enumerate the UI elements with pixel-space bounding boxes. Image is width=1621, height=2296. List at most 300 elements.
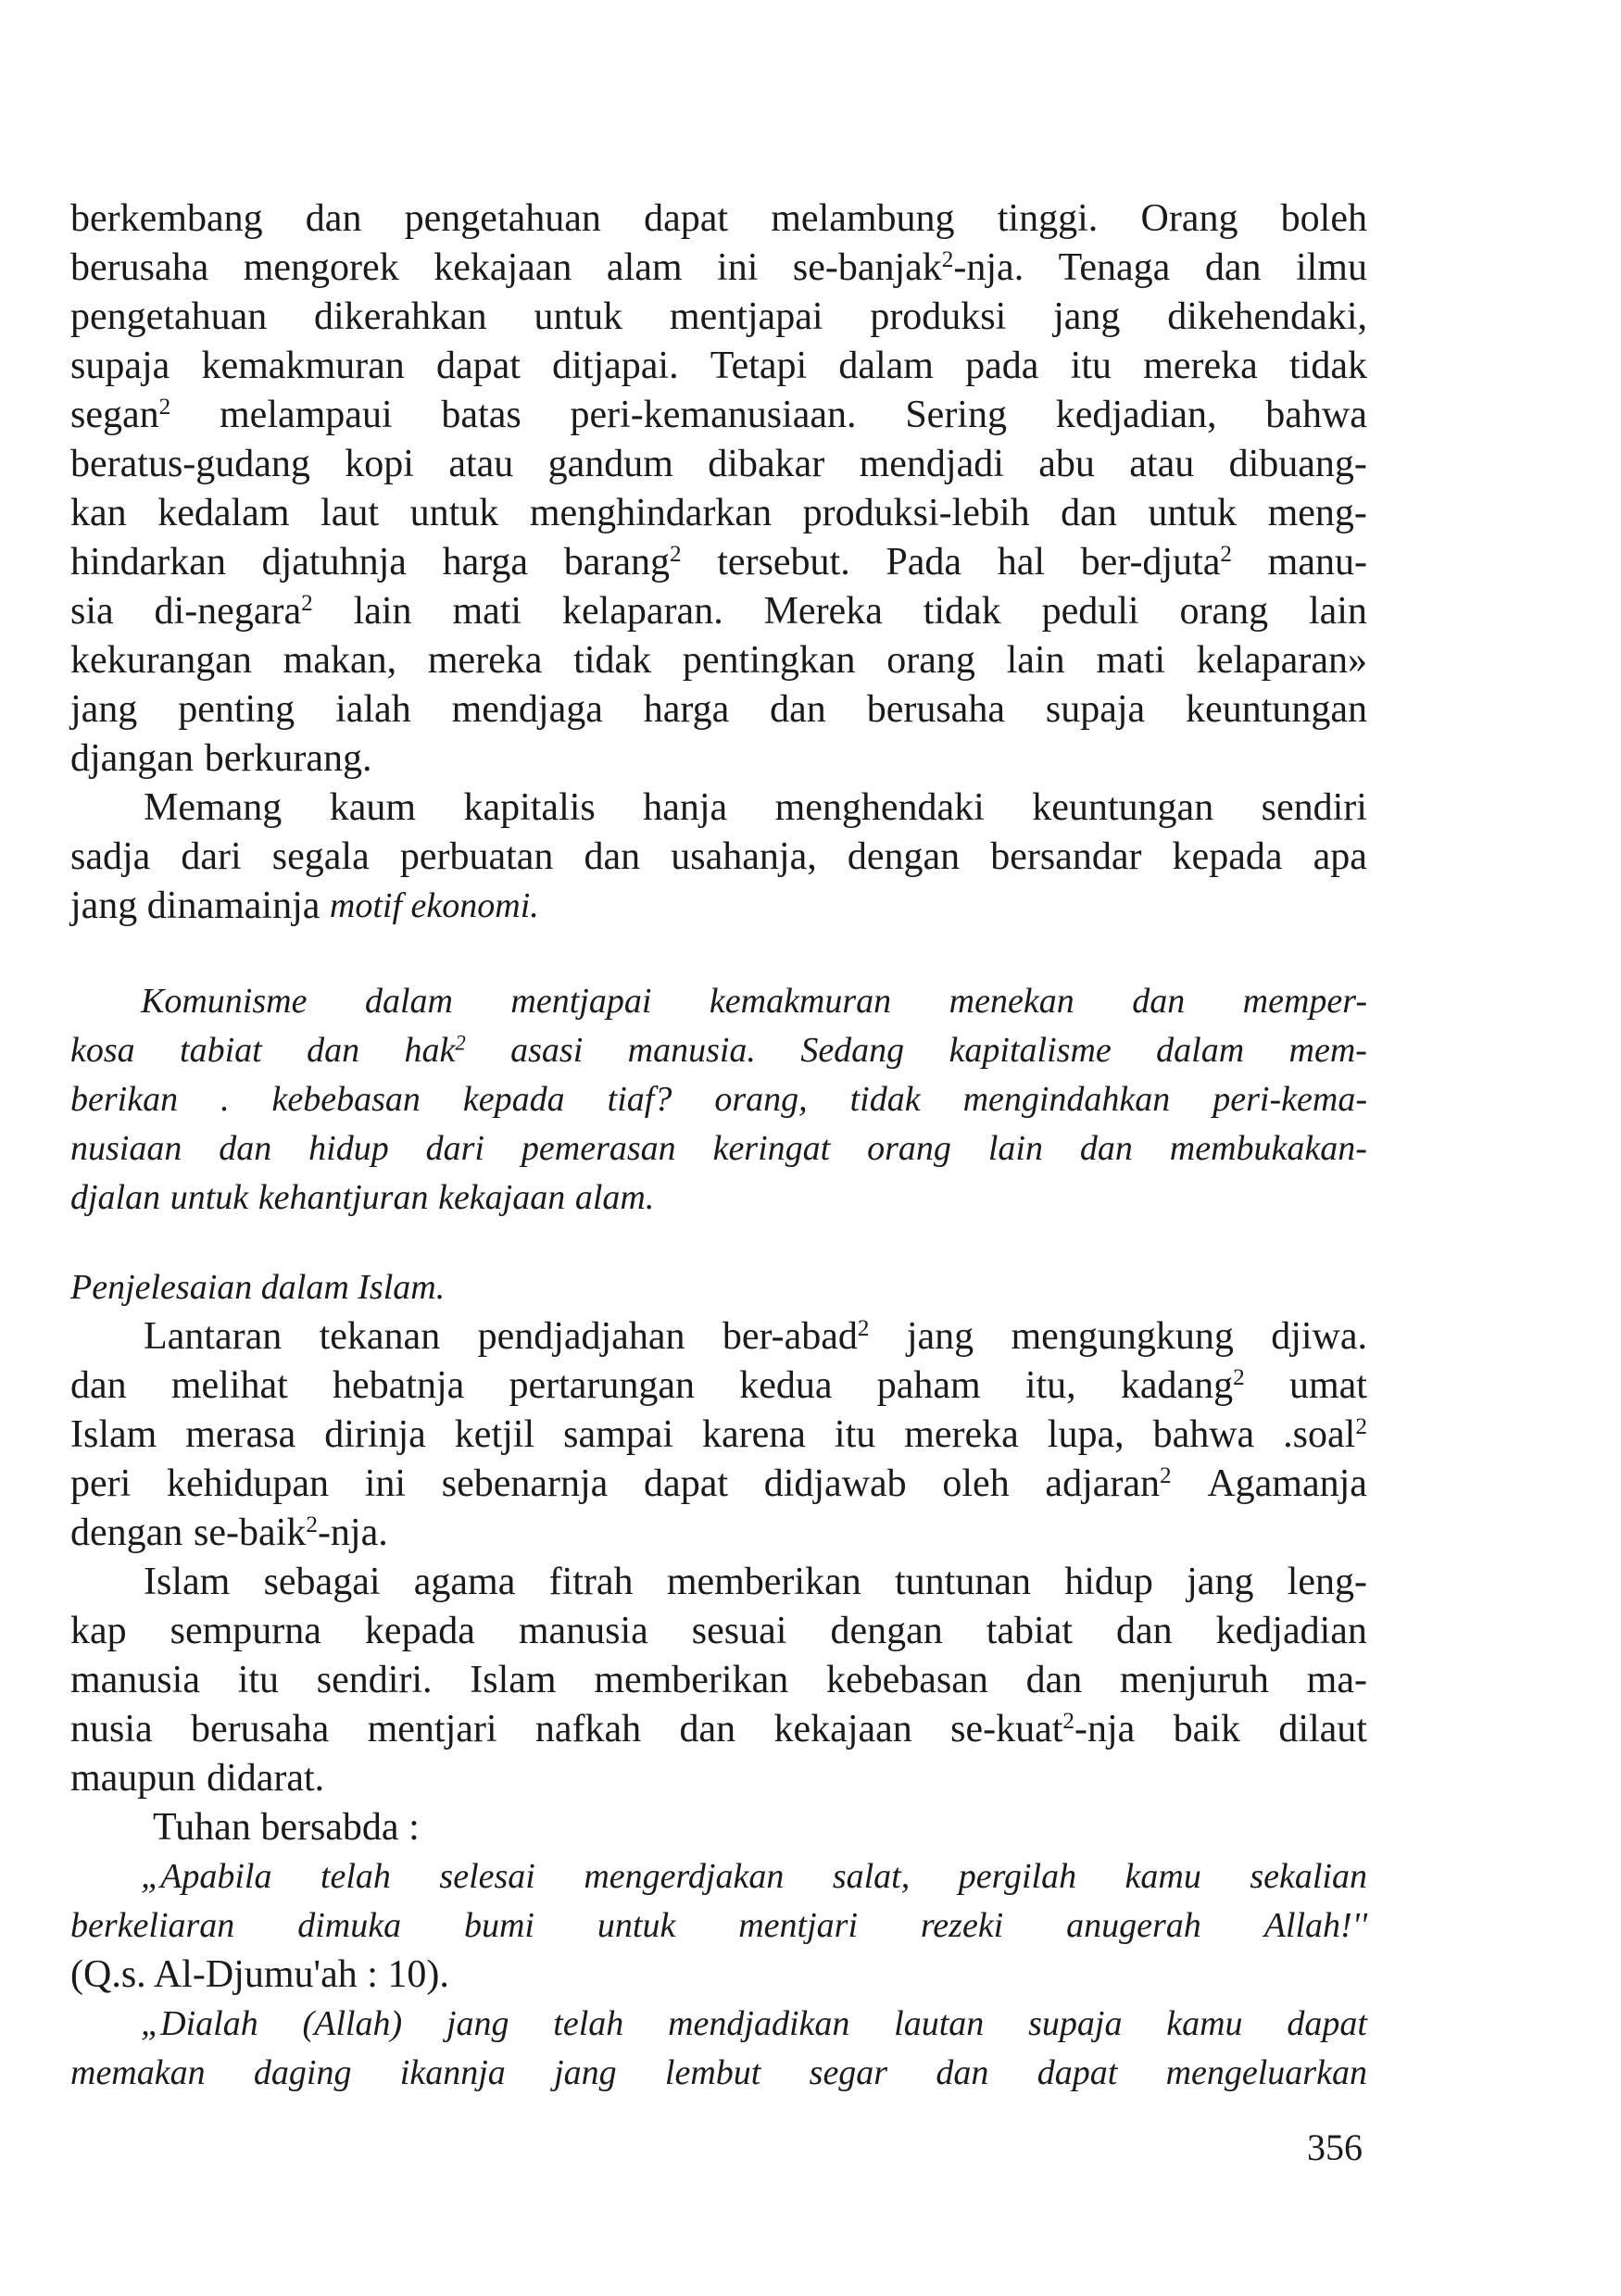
- text-line: [70, 1026, 1367, 1075]
- word: kemakmuran: [709, 982, 892, 1021]
- word: tidak: [1289, 345, 1367, 387]
- word: tersebut.: [717, 541, 850, 583]
- word: melampaui: [220, 394, 393, 436]
- word: lain: [1006, 639, 1065, 682]
- word: jang: [446, 2004, 509, 2043]
- word: salat,: [832, 1857, 911, 1896]
- word: dikehendaki,: [1167, 295, 1367, 338]
- text-line: [70, 1411, 1367, 1460]
- word: tidak: [849, 1080, 921, 1119]
- paragraph-2: [70, 784, 1367, 931]
- text-segment: jang dinamainja: [70, 885, 320, 927]
- word: dan: [1061, 492, 1117, 534]
- word: menekan: [949, 982, 1074, 1021]
- word: jang: [906, 1315, 974, 1358]
- word: ma-: [1306, 1659, 1367, 1701]
- text-line: [70, 1173, 1367, 1223]
- text-line: [70, 440, 1367, 489]
- word: kekajaan: [438, 1178, 566, 1217]
- word: produksi: [870, 295, 1007, 338]
- word: alam.: [574, 1178, 655, 1217]
- word: kan: [70, 492, 127, 534]
- word: kamu: [1125, 1857, 1201, 1896]
- word: dan: [1025, 1659, 1083, 1701]
- word: berkurang.: [204, 737, 372, 780]
- quote-2: [70, 2000, 1367, 2098]
- word: keringat: [712, 1129, 831, 1168]
- word: lain: [353, 590, 412, 633]
- word: alam: [606, 246, 683, 289]
- word: Tetapi: [710, 345, 808, 387]
- word: supaja: [1045, 688, 1146, 731]
- word: harga: [643, 688, 730, 731]
- word: ini: [364, 1462, 407, 1505]
- word: supaja: [1028, 2004, 1123, 2043]
- word: „Dialah: [141, 2004, 258, 2043]
- word: produksi-lebih: [802, 492, 1030, 534]
- text-line: [70, 833, 1367, 882]
- word: batas: [441, 394, 521, 436]
- word: dalam: [838, 345, 934, 387]
- text-line: [70, 636, 1367, 685]
- word: leng-: [1287, 1561, 1367, 1603]
- word: supaja: [70, 345, 170, 387]
- word: tidak: [573, 639, 652, 682]
- word: itu: [834, 1413, 876, 1456]
- word: dibuang-: [1228, 443, 1367, 485]
- word: jang: [1053, 295, 1121, 338]
- text-line: [70, 2000, 1367, 2049]
- word: kosa: [70, 1031, 135, 1070]
- quote-intro-text: Tuhan bersabda :: [153, 1806, 420, 1849]
- word: ber-abad$^2$: [722, 1315, 870, 1358]
- word: mengerdjakan: [584, 1857, 785, 1896]
- text-line: [70, 1509, 1367, 1558]
- word: peri-kema-: [1213, 1080, 1367, 1119]
- word: merasa: [185, 1413, 296, 1456]
- word: nafkah: [534, 1708, 642, 1750]
- word: hak$^2$: [404, 1031, 466, 1070]
- word: umat: [1288, 1364, 1367, 1407]
- word: hidup: [308, 1129, 389, 1168]
- word: .: [220, 1080, 230, 1119]
- word: rezeki: [920, 1906, 1004, 1945]
- word: Allah!'': [1263, 1906, 1367, 1945]
- word: sadja: [70, 835, 151, 878]
- word: abu: [1038, 443, 1095, 485]
- word: penting: [178, 688, 295, 731]
- word: jang: [554, 2053, 617, 2092]
- word: berkeliaran: [70, 1906, 235, 1945]
- word: telah: [320, 1857, 391, 1896]
- word: hanja: [643, 786, 728, 829]
- word: kepada: [1172, 835, 1283, 878]
- word: sendiri: [1261, 786, 1367, 829]
- word: apa: [1313, 835, 1367, 878]
- word: pemerasan: [521, 1129, 676, 1168]
- word: se-banjak$^2$-nja.: [792, 246, 1024, 289]
- word: mentjari: [738, 1906, 859, 1945]
- word: tabiat: [986, 1610, 1074, 1652]
- word: kapitalisme: [949, 1031, 1112, 1070]
- word: mengindahkan: [962, 1080, 1171, 1119]
- text-line: [70, 1124, 1367, 1173]
- word: bersandar: [990, 835, 1142, 878]
- word: peri: [70, 1462, 132, 1505]
- word: „Apabila: [141, 1857, 272, 1896]
- word: dengan: [70, 1512, 183, 1554]
- word: Komunisme: [141, 982, 308, 1021]
- word: membukakan-: [1169, 1129, 1367, 1168]
- word: kepada: [364, 1610, 475, 1652]
- word: Islam: [144, 1561, 231, 1603]
- quote-1: [70, 1852, 1367, 1951]
- word: orang: [867, 1129, 951, 1168]
- word: ditjapai.: [552, 345, 679, 387]
- word: pendjadjahan: [477, 1315, 685, 1358]
- word: ber-djuta$^2$: [1080, 541, 1233, 583]
- word: sebagai: [263, 1561, 381, 1603]
- word: djiwa.: [1271, 1315, 1367, 1358]
- word: kelaparan»: [1196, 639, 1367, 682]
- word: mati: [1096, 639, 1165, 682]
- word: mendjadikan: [668, 2004, 850, 2043]
- word: atau: [1129, 443, 1195, 485]
- text-line: [70, 1607, 1367, 1656]
- word: kehantjuran: [258, 1178, 429, 1217]
- word: sampai: [563, 1413, 674, 1456]
- word: dan: [70, 1364, 127, 1407]
- word: kedjadian: [1215, 1610, 1367, 1652]
- word: Lantaran: [144, 1315, 283, 1358]
- word: menghendaki: [774, 786, 985, 829]
- word: dibakar: [708, 443, 825, 485]
- text-line: [70, 194, 1367, 244]
- word: mengorek: [243, 246, 399, 289]
- word: kemakmuran: [201, 345, 405, 387]
- text-line: [70, 1705, 1367, 1754]
- text-line: [70, 1656, 1367, 1705]
- word: dapat: [644, 197, 729, 240]
- word: fitrah: [548, 1561, 634, 1603]
- word: djangan: [70, 737, 194, 780]
- word: itu: [1070, 345, 1112, 387]
- word: usahanja,: [671, 835, 817, 878]
- text-line: [70, 1460, 1367, 1509]
- text-line: [70, 2049, 1367, 2098]
- word: agama: [413, 1561, 516, 1603]
- word: menghindarkan: [529, 492, 773, 534]
- word: dan: [584, 835, 641, 878]
- citation-text: (Q.s. Al-Djumu'ah : 10).: [70, 1953, 449, 1996]
- word: dan: [1132, 982, 1186, 1021]
- word: telah: [553, 2004, 624, 2043]
- word: sekalian: [1250, 1857, 1367, 1896]
- word: boleh: [1280, 197, 1367, 240]
- word: tiaf?: [607, 1080, 672, 1119]
- page-number: 356: [1307, 2127, 1363, 2168]
- word: asasi: [510, 1031, 584, 1070]
- word: hindarkan: [70, 541, 226, 583]
- text-line: [70, 1754, 1367, 1803]
- word: adjaran$^2$: [1045, 1462, 1172, 1505]
- text-line: [70, 734, 1367, 784]
- text-line: [70, 1312, 1367, 1361]
- word: Memang: [144, 786, 283, 829]
- word: berkembang: [70, 197, 263, 240]
- word: kehidupan: [167, 1462, 329, 1505]
- word: tekanan: [319, 1315, 441, 1358]
- text-line: [70, 391, 1367, 440]
- word: sendiri.: [316, 1659, 433, 1701]
- word: hebatnja: [333, 1364, 465, 1407]
- word: memberikan: [666, 1561, 861, 1603]
- word: untuk: [170, 1178, 249, 1217]
- word: selesai: [439, 1857, 535, 1896]
- word: meng-: [1267, 492, 1367, 534]
- word: berusaha: [191, 1708, 330, 1750]
- word: dapat: [1037, 2053, 1118, 2092]
- text-line: [70, 1558, 1367, 1607]
- word: pengetahuan: [404, 197, 601, 240]
- text-line: [70, 882, 1367, 931]
- word: se-baik$^2$-nja.: [194, 1512, 388, 1554]
- word: sempurna: [170, 1610, 321, 1652]
- word: Islam: [70, 1413, 157, 1456]
- word: peri-kemanusiaan.: [570, 394, 857, 436]
- word: kedjadian,: [1055, 394, 1217, 436]
- word: tabiat: [180, 1031, 262, 1070]
- word: paham: [876, 1364, 981, 1407]
- word: Orang: [1140, 197, 1238, 240]
- quote-1-citation: [70, 1951, 1367, 2000]
- word: mati: [452, 590, 522, 633]
- word: dengan: [830, 1610, 943, 1652]
- word: memper-: [1242, 982, 1367, 1021]
- paragraph-3: [70, 1312, 1367, 1558]
- word: untuk: [409, 492, 499, 534]
- word: peduli: [1041, 590, 1139, 633]
- word: ikannja: [399, 2053, 506, 2092]
- word: itu: [237, 1659, 280, 1701]
- word: .soal$^2$: [1283, 1413, 1367, 1456]
- word: mentjapai: [669, 295, 823, 338]
- text-line: [70, 489, 1367, 538]
- word: djatuhnja: [261, 541, 407, 583]
- word: tidak: [923, 590, 1001, 633]
- word: menjuruh: [1119, 1659, 1269, 1701]
- word: manusia: [70, 1659, 200, 1701]
- word: mereka: [427, 639, 543, 682]
- word: makan,: [283, 639, 397, 682]
- word: kekajaan: [773, 1708, 912, 1750]
- word: melihat: [170, 1364, 288, 1407]
- word: pengetahuan: [70, 295, 268, 338]
- word: segala: [271, 835, 370, 878]
- word: didarat.: [207, 1757, 325, 1800]
- page-body: [70, 194, 1367, 2098]
- word: kedua: [739, 1364, 833, 1407]
- text-line: [70, 587, 1367, 636]
- word: manusia: [518, 1610, 648, 1652]
- word: oleh: [942, 1462, 1010, 1505]
- word: pertarungan: [509, 1364, 696, 1407]
- word: kekurangan: [70, 639, 252, 682]
- text-line: [70, 342, 1367, 391]
- word: memberikan: [594, 1659, 789, 1701]
- word: memakan: [70, 2053, 206, 2092]
- text-line: [70, 784, 1367, 833]
- text-line: [70, 1361, 1367, 1411]
- word: berusaha: [866, 688, 1005, 731]
- word: lain: [1308, 590, 1367, 633]
- word: berusaha: [70, 246, 209, 289]
- word: mentjari: [367, 1708, 497, 1750]
- word: kadang$^2$: [1120, 1364, 1245, 1407]
- text-line: [70, 1075, 1367, 1124]
- word: Tenaga: [1058, 246, 1171, 289]
- word: kedalam: [157, 492, 290, 534]
- word: ini: [717, 246, 759, 289]
- word: mendjaga: [451, 688, 603, 731]
- text-line: [70, 538, 1367, 587]
- word: Islam: [470, 1659, 557, 1701]
- word: Mereka: [763, 590, 883, 633]
- word: se-kuat$^2$-nja: [950, 1708, 1136, 1750]
- word: manu-: [1267, 541, 1367, 583]
- word: kaum: [329, 786, 417, 829]
- word: dimuka: [297, 1906, 402, 1945]
- word: dilaut: [1278, 1708, 1367, 1750]
- text-line: [70, 685, 1367, 734]
- text-line: [70, 977, 1367, 1026]
- word: perbuatan: [399, 835, 554, 878]
- word: tuntunan: [894, 1561, 1031, 1603]
- word: ketjil: [454, 1413, 535, 1456]
- word: mereka: [1143, 345, 1258, 387]
- word: lain: [987, 1129, 1043, 1168]
- word: dan: [1204, 246, 1262, 289]
- word: segan$^2$: [70, 394, 171, 436]
- word: ilmu: [1295, 246, 1367, 289]
- word: itu,: [1024, 1364, 1076, 1407]
- word: orang: [1179, 590, 1269, 633]
- text-line: [70, 244, 1367, 293]
- word: pergilah: [958, 1857, 1077, 1896]
- word: dan: [1116, 1610, 1173, 1652]
- word: pentingkan: [682, 639, 856, 682]
- word: dapat: [435, 345, 521, 387]
- word: dalam: [1156, 1031, 1245, 1070]
- word: kelaparan.: [561, 590, 723, 633]
- word: melambung: [771, 197, 955, 240]
- word: baik: [1173, 1708, 1240, 1750]
- word: orang,: [714, 1080, 808, 1119]
- word: Sering: [905, 394, 1007, 436]
- word: dan: [307, 1031, 360, 1070]
- word: ialah: [335, 688, 411, 731]
- word: beratus-gudang: [70, 443, 310, 485]
- word: Sedang: [800, 1031, 905, 1070]
- word: lupa,: [1047, 1413, 1125, 1456]
- paragraph-1: [70, 194, 1367, 784]
- word: kap: [70, 1610, 127, 1652]
- word: kopi: [345, 443, 414, 485]
- word: dapat: [1287, 2004, 1367, 2043]
- word: daging: [253, 2053, 352, 2092]
- word: mereka: [904, 1413, 1019, 1456]
- word: dan: [1079, 1129, 1133, 1168]
- word: kamu: [1166, 2004, 1243, 2043]
- word: dalam: [364, 982, 453, 1021]
- word: keuntungan: [1032, 786, 1214, 829]
- word: untuk: [534, 295, 623, 338]
- word: atau: [448, 443, 514, 485]
- word: dapat: [644, 1462, 728, 1505]
- quote-intro: [70, 1803, 1367, 1852]
- word: bumi: [463, 1906, 534, 1945]
- word: sia: [70, 590, 114, 633]
- word: berikan: [70, 1080, 179, 1119]
- word: Pada: [886, 541, 962, 583]
- word: lembut: [664, 2053, 761, 2092]
- word: jang: [70, 688, 138, 731]
- word: dan: [936, 2053, 989, 2092]
- word: orang: [886, 639, 975, 682]
- word: dan: [770, 688, 826, 731]
- word: lautan: [894, 2004, 985, 2043]
- word: kebebasan: [271, 1080, 421, 1119]
- summary-italic: [70, 977, 1367, 1223]
- word: mengungkung: [1011, 1315, 1234, 1358]
- word: dirinja: [324, 1413, 426, 1456]
- word: dengan: [847, 835, 961, 878]
- word: gandum: [547, 443, 673, 485]
- word: nusia: [70, 1708, 153, 1750]
- word: didjawab: [763, 1462, 907, 1505]
- word: sebenarnja: [441, 1462, 609, 1505]
- word: di-negara$^2$: [154, 590, 313, 633]
- section-heading: Penjelesaian dalam Islam.: [70, 1268, 446, 1307]
- text-line: [70, 1901, 1367, 1951]
- italic-term: motif ekonomi.: [329, 886, 539, 925]
- word: maupun: [70, 1757, 196, 1800]
- word: manusia.: [627, 1031, 756, 1070]
- paragraph-4: [70, 1558, 1367, 1803]
- word: keuntungan: [1186, 688, 1367, 731]
- word: untuk: [1148, 492, 1238, 534]
- word: (Allah): [302, 2004, 403, 2043]
- word: dan: [679, 1708, 736, 1750]
- word: bahwa: [1265, 394, 1367, 436]
- word: djalan: [70, 1178, 161, 1217]
- word: bahwa: [1152, 1413, 1255, 1456]
- word: dikerahkan: [314, 295, 487, 338]
- word: anugerah: [1066, 1906, 1201, 1945]
- word: laut: [320, 492, 380, 534]
- word: mem-: [1288, 1031, 1367, 1070]
- word: kekajaan: [434, 246, 572, 289]
- word: mendjadi: [859, 443, 1004, 485]
- word: segar: [809, 2053, 888, 2092]
- word: karena: [702, 1413, 806, 1456]
- text-line: [70, 293, 1367, 342]
- word: pada: [965, 345, 1039, 387]
- word: kepada: [462, 1080, 565, 1119]
- word: mengeluarkan: [1165, 2053, 1367, 2092]
- word: Agamanja: [1207, 1462, 1367, 1505]
- word: dan: [219, 1129, 272, 1168]
